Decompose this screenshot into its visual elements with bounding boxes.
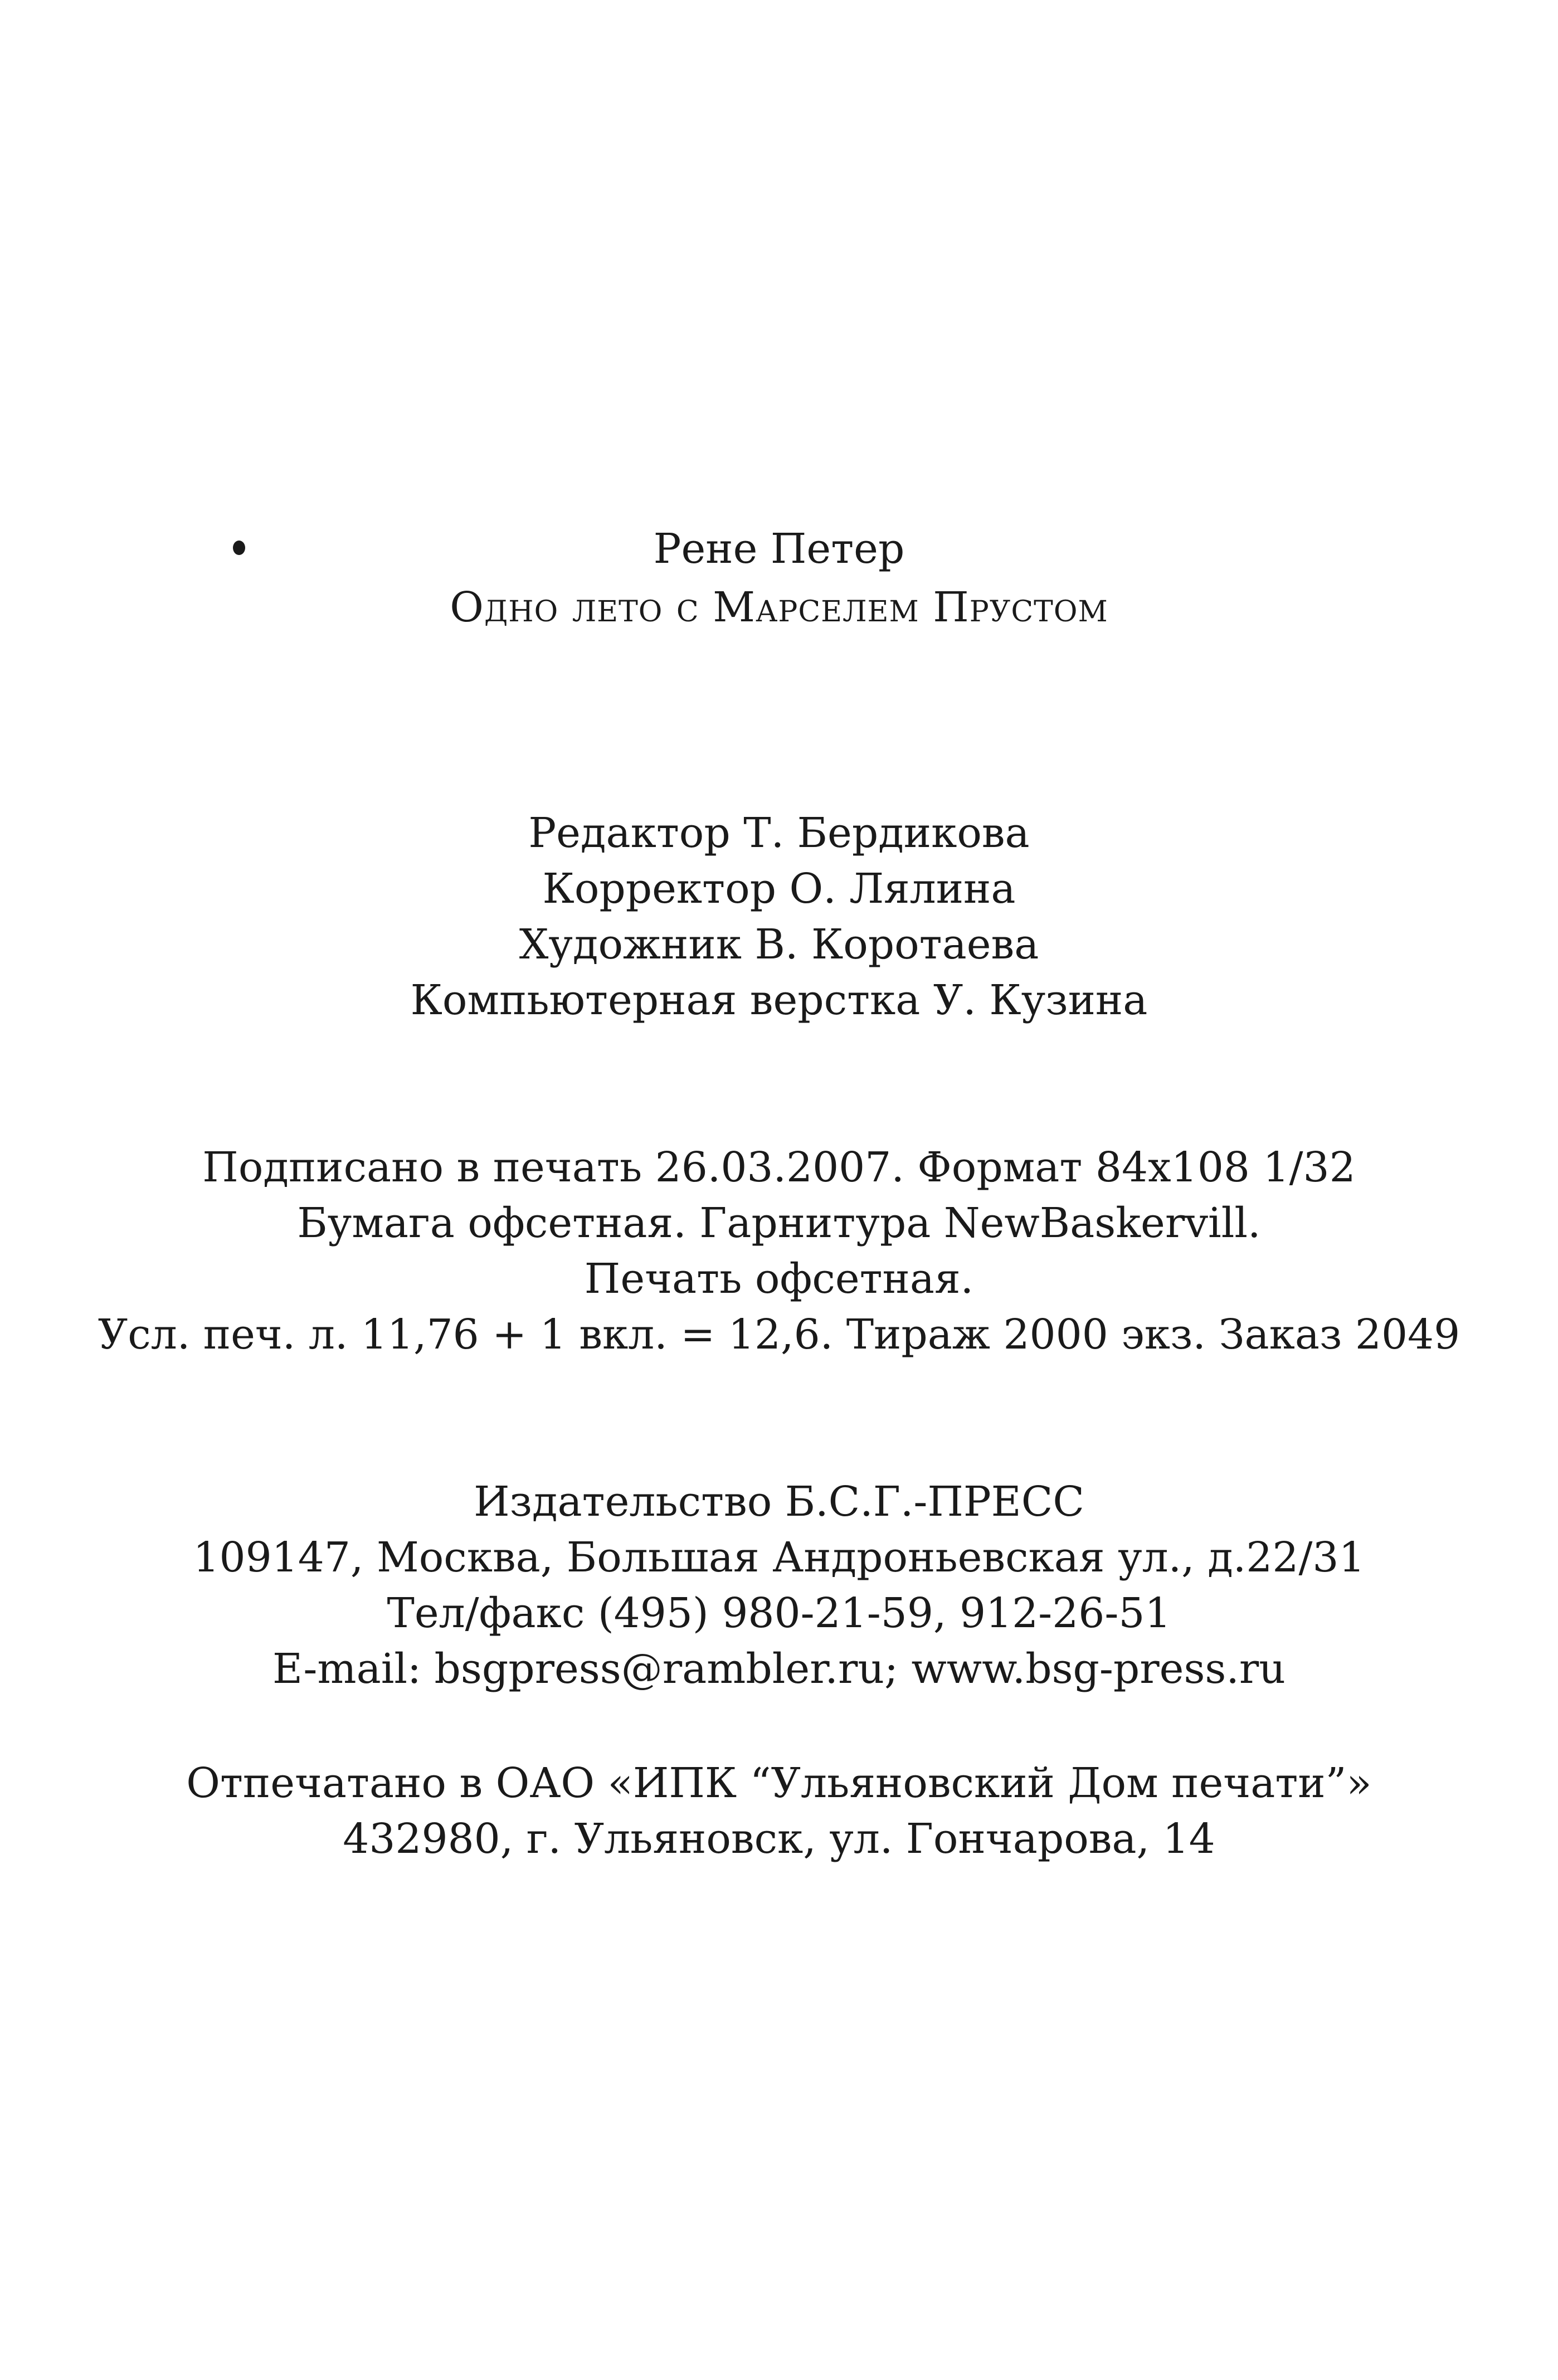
- credit-artist: Художник В. Коротаева: [519, 921, 1039, 968]
- print-info-line: Усл. печ. л. 11,76 + 1 вкл. = 12,6. Тираж 2000 экз. Заказ 2049: [98, 1311, 1460, 1359]
- printer-address: 432980, г. Ульяновск, ул. Гончарова, 14: [343, 1815, 1215, 1863]
- author-name: Рене Петер: [653, 525, 905, 573]
- credit-layout: Компьютерная верстка У. Кузина: [410, 976, 1148, 1024]
- publisher-contacts: E-mail: bsgpress@rambler.ru; www.bsg-press.ru: [272, 1645, 1286, 1693]
- book-title: Одно лето с Марселем Прустом: [450, 583, 1108, 631]
- publisher-name: Издательство Б.С.Г.-ПРЕСС: [474, 1478, 1084, 1526]
- publisher-address: 109147, Москва, Большая Андроньевская ул., д.22/31: [193, 1534, 1365, 1581]
- credit-editor: Редактор Т. Бердикова: [528, 809, 1030, 857]
- print-info-line: Бумага офсетная. Гарнитура NewBaskervill.: [297, 1199, 1261, 1247]
- print-info-line: Печать офсетная.: [584, 1255, 974, 1303]
- publisher-phone: Тел/факс (495) 980-21-59, 912-26-51: [387, 1589, 1171, 1637]
- printer-name: Отпечатано в ОАО «ИПК “Ульяновский Дом печати”»: [186, 1759, 1372, 1807]
- print-info-line: Подписано в печать 26.03.2007. Формат 84x108 1/32: [202, 1143, 1356, 1191]
- credit-proofreader: Корректор О. Лялина: [542, 865, 1016, 913]
